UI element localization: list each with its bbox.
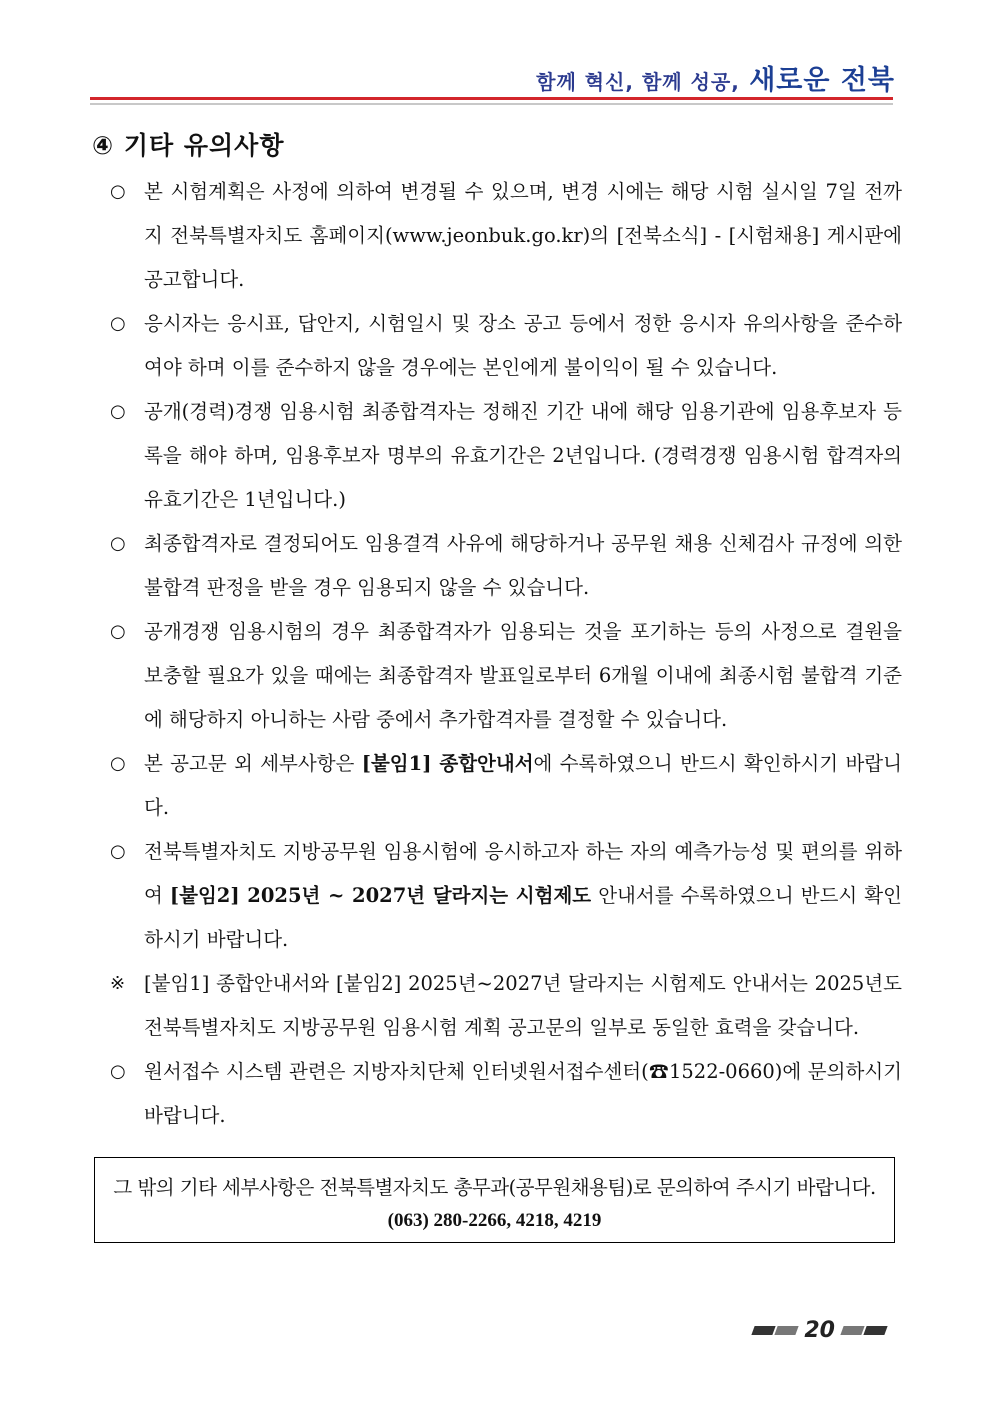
- footer-decoration-icon: [863, 1326, 887, 1335]
- section-title: ④ 기타 유의사항: [92, 131, 285, 160]
- header-divider-gray: [90, 103, 893, 105]
- notice-text: 응시자는 응시표, 답안지, 시험일시 및 장소 공고 등에서 정한 응시자 유의사항을 준수하여야 하며 이를 준수하지 않을 경우에는 본인에게 불이익이 될 수 있습니다.: [144, 312, 902, 379]
- notice-list: [110, 170, 902, 1138]
- notice-item: [110, 522, 902, 610]
- footer-decoration-icon: [775, 1326, 799, 1335]
- bullet-circle-icon: ○: [110, 753, 126, 774]
- contact-box: [94, 1157, 895, 1243]
- contact-text: 그 밖의 기타 세부사항은 전북특별자치도 총무과(공무원채용팀)로 문의하여 주시기 바랍니다.: [113, 1176, 876, 1199]
- notice-text: 최종합격자로 결정되어도 임용결격 사유에 해당하거나 공무원 채용 신체검사 규정에 의한 불합격 판정을 받을 경우 임용되지 않을 수 있습니다.: [144, 532, 902, 599]
- notice-item: [110, 962, 902, 1050]
- bullet-circle-icon: ○: [110, 841, 126, 862]
- header-slogan: [536, 58, 895, 97]
- notice-item: [110, 830, 902, 962]
- notice-text: 공개경쟁 임용시험의 경우 최종합격자가 임용되는 것을 포기하는 등의 사정으로 결원을 보충할 필요가 있을 때에는 최종합격자 발표일로부터 6개월 이내에 최종시험 불합격 기준에 해당하지 아니하는 사람 중에서 추가합격자를 결정할 수 있습니다.: [144, 620, 902, 731]
- bullet-circle-icon: ○: [110, 621, 126, 642]
- slogan-part1: 함께 혁신, 함께 성공,: [536, 70, 740, 94]
- bullet-circle-icon: ○: [110, 1061, 126, 1082]
- notice-item: [110, 1050, 902, 1138]
- bullet-circle-icon: ○: [110, 313, 126, 334]
- notice-text: 전북특별자치도 지방공무원 임용시험에 응시하고자 하는 자의 예측가능성 및 편의를 위하여: [144, 840, 902, 907]
- contact-phone: (063) 280-2266, 4218, 4219: [387, 1210, 602, 1231]
- attachment2-reference: [붙임2] 2025년 ~ 2027년 달라지는 시험제도: [169, 884, 592, 907]
- bullet-circle-icon: ○: [110, 181, 126, 202]
- footer-decoration-icon: [840, 1326, 864, 1335]
- page-number: 20: [804, 1318, 835, 1343]
- notice-text: 공개(경력)경쟁 임용시험 최종합격자는 정해진 기간 내에 해당 임용기관에 임용후보자 등록을 해야 하며, 임용후보자 명부의 유효기간은 2년입니다. (경력경쟁 임용시험 합격자의 유효기간은 1년입니다.): [144, 400, 902, 511]
- slogan-part2: 새로운 전북: [749, 65, 895, 96]
- notice-item: [110, 610, 902, 742]
- notice-text-tail: 에 수록하였으니 반드시 확인하시기 바랍니다.: [144, 752, 902, 819]
- bullet-circle-icon: ○: [110, 401, 126, 422]
- header-divider-red: [90, 97, 893, 100]
- notice-text: [붙임1] 종합안내서와 [붙임2] 2025년~2027년 달라지는 시험제도 안내서는 2025년도 전북특별자치도 지방공무원 임용시험 계획 공고문의 일부로 동일한 효력을 갖습니다.: [144, 972, 902, 1039]
- notice-item: [110, 302, 902, 390]
- notice-item: [110, 170, 902, 302]
- notice-text: 원서접수 시스템 관련은 지방자치단체 인터넷원서접수센터(☎1522-0660)에 문의하시기 바랍니다.: [144, 1060, 902, 1127]
- notice-text: 본 공고문 외 세부사항은: [144, 752, 362, 775]
- footer-decoration-icon: [752, 1326, 776, 1335]
- reference-mark-icon: ※: [110, 973, 126, 994]
- notice-item: [110, 390, 902, 522]
- bullet-circle-icon: ○: [110, 533, 126, 554]
- page-footer: [752, 1318, 887, 1343]
- attachment1-reference: [붙임1] 종합안내서: [361, 752, 534, 775]
- notice-text: 본 시험계획은 사정에 의하여 변경될 수 있으며, 변경 시에는 해당 시험 실시일 7일 전까지 전북특별자치도 홈페이지(www.jeonbuk.go.kr)의 [전북소식] - [시험채용] 게시판에 공고합니다.: [144, 180, 902, 291]
- notice-item: [110, 742, 902, 830]
- notice-text-tail: 안내서를 수록하였으니 반드시 확인하시기 바랍니다.: [144, 884, 902, 951]
